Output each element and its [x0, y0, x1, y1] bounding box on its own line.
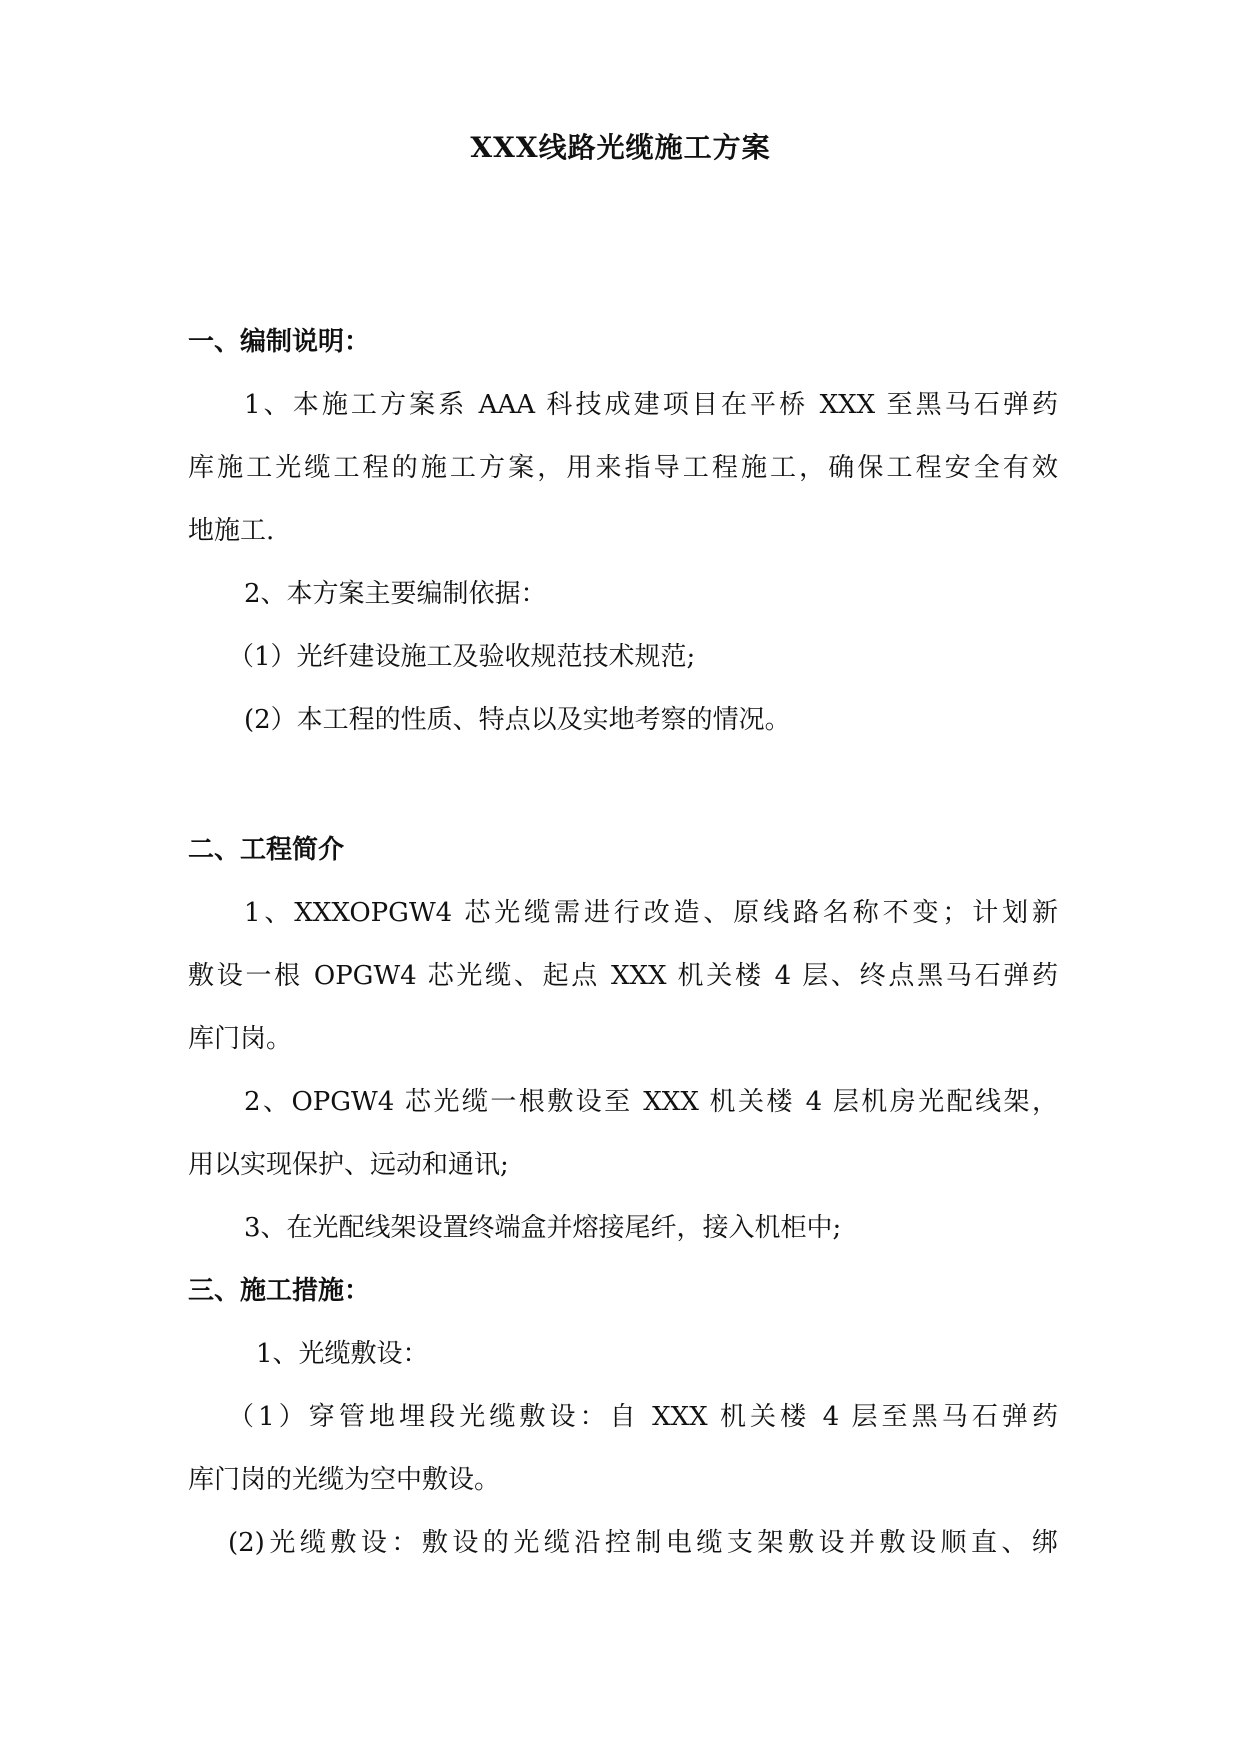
paragraph-line: 敷设一根 OPGW4 芯光缆、起点 XXX 机关楼 4 层、终点黑马石弹药 — [188, 961, 1058, 991]
paragraph-line: 2、OPGW4 芯光缆一根敷设至 XXX 机关楼 4 层机房光配线架， — [244, 1087, 1058, 1117]
section-heading-2: 二、工程简介 — [188, 835, 345, 865]
paragraph-line: 库门岗。 — [188, 1024, 293, 1054]
paragraph-line: （1）光纤建设施工及验收规范技术规范; — [228, 642, 696, 672]
section-heading-3: 三、施工措施： — [188, 1276, 371, 1306]
paragraph-line: (2)光缆敷设：敷设的光缆沿控制电缆支架敷设并敷设顺直、绑 — [228, 1528, 1058, 1558]
document-title: XXX线路光缆施工方案 — [470, 131, 771, 164]
section-heading-1: 一、编制说明： — [188, 327, 371, 357]
paragraph-line: 1、光缆敷设： — [256, 1339, 429, 1369]
paragraph-line: 库门岗的光缆为空中敷设。 — [188, 1465, 501, 1495]
paragraph-line: 3、在光配线架设置终端盒并熔接尾纤，接入机柜中; — [244, 1213, 842, 1243]
paragraph-line: 库施工光缆工程的施工方案，用来指导工程施工，确保工程安全有效 — [188, 453, 1058, 483]
paragraph-line: 地施工. — [188, 516, 275, 546]
paragraph-line: (2）本工程的性质、特点以及实地考察的情况。 — [244, 705, 791, 735]
paragraph-line: 1、XXXOPGW4 芯光缆需进行改造、原线路名称不变；计划新 — [244, 898, 1058, 928]
paragraph-line: 1、本施工方案系 AAA 科技成建项目在平桥 XXX 至黑马石弹药 — [244, 390, 1058, 420]
paragraph-line: （1）穿管地埋段光缆敷设：自 XXX 机关楼 4 层至黑马石弹药 — [228, 1402, 1058, 1432]
paragraph-line: 2、本方案主要编制依据： — [244, 579, 547, 609]
paragraph-line: 用以实现保护、远动和通讯; — [188, 1150, 509, 1180]
